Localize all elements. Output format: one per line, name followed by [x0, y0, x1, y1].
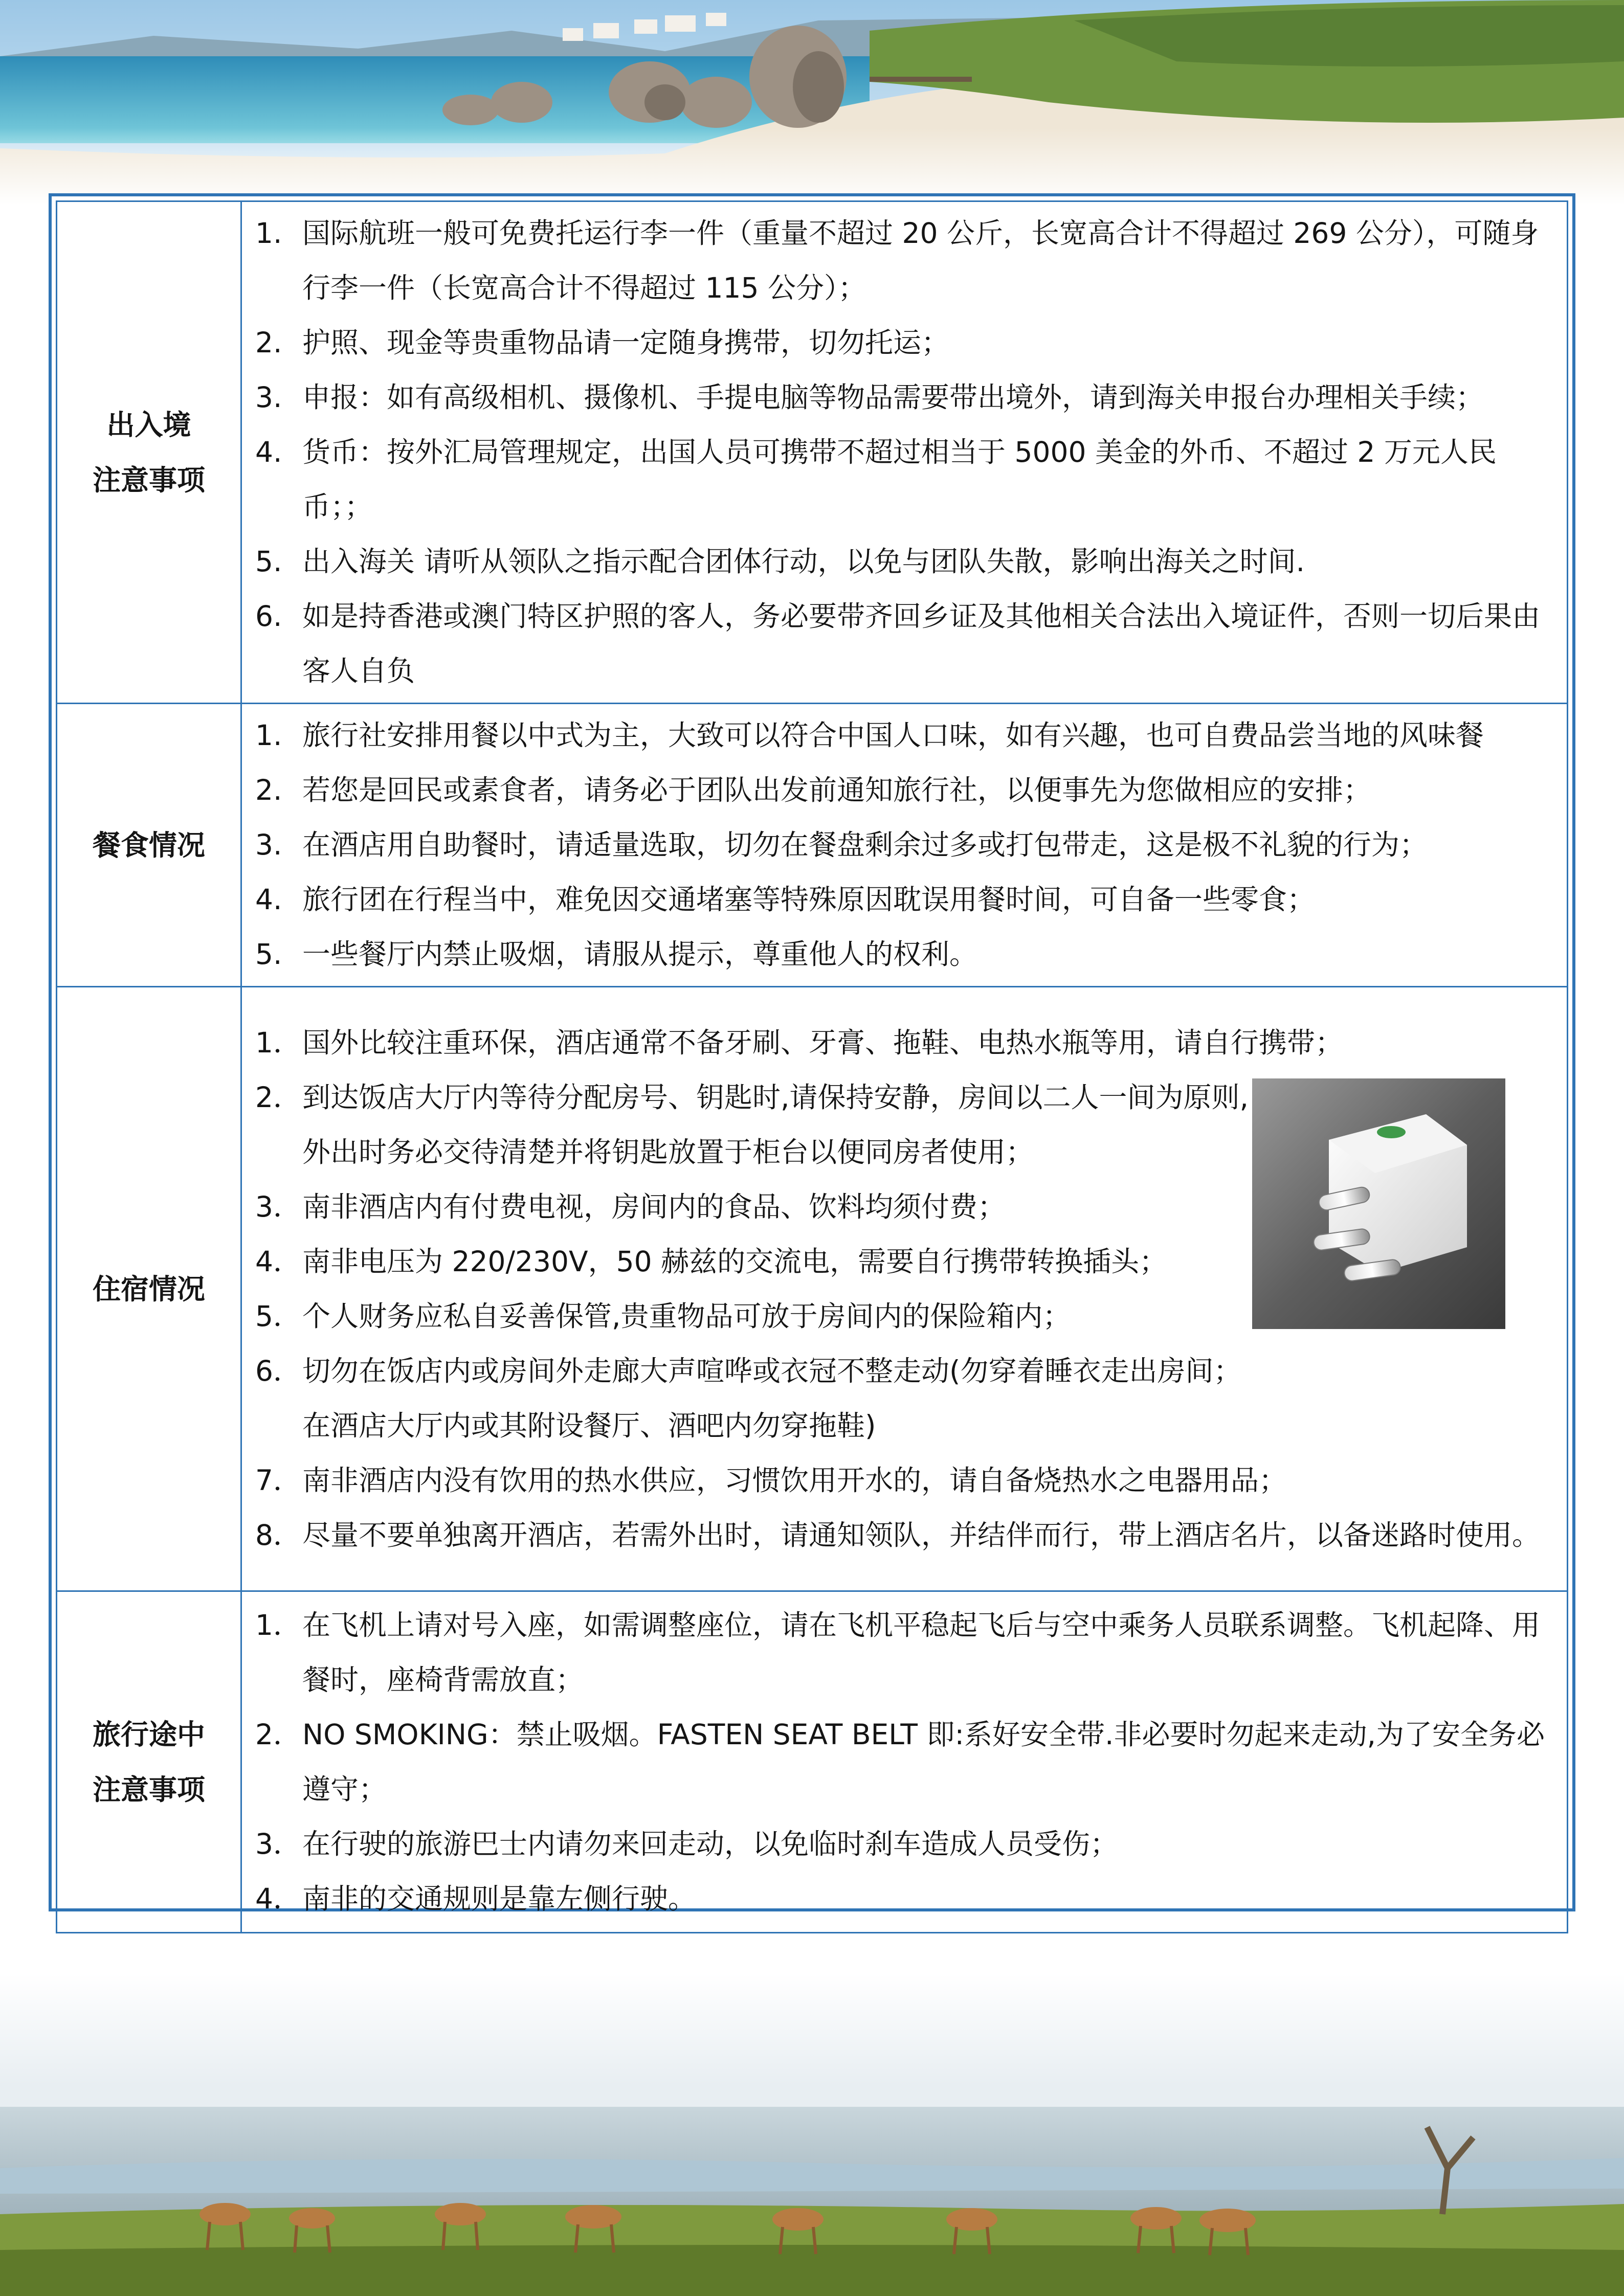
list-item: [255, 370, 1567, 425]
list-item: [255, 1016, 1567, 1070]
list-item: [255, 316, 1567, 370]
section-row-entry-exit: [57, 201, 1568, 704]
list-item: [255, 1598, 1567, 1707]
item-text: 旅行社安排用餐以中式为主，大致可以符合中国人口味，如有兴趣，也可自费品尝当地的风味餐: [302, 719, 1484, 752]
list-item: [255, 589, 1567, 699]
item-text: 在酒店用自助餐时，请适量选取，切勿在餐盘剩余过多或打包带走，这是极不礼貌的行为；: [302, 828, 1428, 861]
item-text: 如是持香港或澳门特区护照的客人，务必要带齐回乡证及其他相关合法出入境证件，否则一切后果由客人自负: [302, 600, 1541, 687]
power-plug-adapter-icon: [1252, 1078, 1505, 1329]
item-number: 7．: [255, 1464, 301, 1497]
list-item: [255, 872, 1567, 927]
item-text: 南非酒店内有付费电视，房间内的食品、饮料均须付费；: [302, 1190, 1006, 1223]
item-text: 南非电压为 220/230V，50 赫兹的交流电，需要自行携带转换插头；: [302, 1245, 1168, 1278]
notes-list: [255, 206, 1567, 699]
list-item: [255, 1872, 1567, 1926]
category-label-line: 注意事项: [92, 463, 205, 497]
item-text: 申报：如有高级相机、摄像机、手提电脑等物品需要带出境外，请到海关申报台办理相关手续；: [302, 381, 1484, 414]
item-text: 到达饭店大厅内等待分配房号、钥匙时,请保持安静，房间以二人一间为原则,外出时务必交待清楚并将钥匙放置于柜台以便同房者使用；: [302, 1081, 1249, 1168]
list-item: [255, 1344, 1567, 1453]
item-text: 若您是回民或素食者，请务必于团队出发前通知旅行社，以便事先为您做相应的安排；: [302, 774, 1372, 806]
category-cell: [57, 201, 241, 704]
item-text: NO SMOKING：禁止吸烟。FASTEN SEAT BELT 即:系好安全带.非必要时勿起来走动,为了安全务必遵守；: [302, 1718, 1545, 1806]
list-item: [255, 763, 1567, 818]
item-number: 4．: [255, 1882, 301, 1915]
item-number: 3.: [255, 828, 282, 861]
list-item: [255, 708, 1567, 763]
item-text: 在行驶的旅游巴士内请勿来回走动，以免临时刹车造成人员受伤；: [302, 1827, 1119, 1860]
item-number: 2.: [255, 774, 282, 806]
travel-notes-table: [56, 200, 1568, 1933]
item-text: 国际航班一般可免费托运行李一件（重量不超过 20 公斤，长宽高合计不得超过 269 公分），可随身行李一件（长宽高合计不得超过 115 公分）；: [302, 217, 1539, 304]
savanna-antelope-photo-icon: [0, 1974, 1624, 2296]
beach-coast-photo-icon: [0, 0, 1624, 205]
items-cell: [241, 1591, 1568, 1933]
item-number: 1．: [255, 1608, 301, 1641]
item-number: 4.: [255, 436, 282, 468]
item-text: 在飞机上请对号入座，如需调整座位，请在飞机平稳起飞后与空中乘务人员联系调整。飞机起降、用餐时，座椅背需放直；: [302, 1608, 1541, 1696]
item-text: 一些餐厅内禁止吸烟，请服从提示，尊重他人的权利。: [302, 938, 978, 971]
category-label-line: 餐食情况: [92, 828, 205, 862]
category-label-line: 住宿情况: [92, 1272, 205, 1305]
category-cell: [57, 1591, 241, 1933]
list-item: [255, 1453, 1567, 1508]
item-text: 货币：按外汇局管理规定，出国人员可携带不超过相当于 5000 美金的外币、不超过 2 万元人民币；；: [302, 436, 1497, 523]
category-label-line: 注意事项: [92, 1773, 205, 1806]
item-number: 4.: [255, 883, 282, 916]
items-cell: [241, 704, 1568, 987]
item-number: 2．: [255, 1718, 301, 1751]
list-item: [255, 534, 1567, 589]
section-row-meals: [57, 704, 1568, 987]
item-number: 5.: [255, 938, 282, 971]
item-number: 1.: [255, 719, 282, 752]
list-item: [255, 1508, 1567, 1563]
item-number: 4．: [255, 1245, 301, 1278]
section-row-accommodation: [57, 987, 1568, 1591]
beach-banner: [0, 0, 1624, 205]
item-number: 6．: [255, 1354, 301, 1387]
list-item: [255, 206, 1567, 316]
item-number: 1.: [255, 217, 282, 250]
item-number: 5．: [255, 1299, 301, 1333]
item-text: 出入海关 请听从领队之指示配合团体行动，以免与团队失散，影响出海关之时间.: [302, 545, 1305, 578]
item-number: 5.: [255, 545, 282, 578]
items-cell: [241, 201, 1568, 704]
list-item: [255, 1707, 1567, 1817]
item-number: 2．: [255, 1081, 301, 1114]
item-text: 南非的交通规则是靠左侧行驶。: [302, 1882, 697, 1915]
notes-table-frame: [49, 193, 1575, 1915]
list-item: [255, 1817, 1567, 1872]
item-number: 1．: [255, 1026, 301, 1059]
item-text: 个人财务应私自妥善保管,贵重物品可放于房间内的保险箱内；: [302, 1299, 1071, 1333]
item-text: 切勿在饭店内或房间外走廊大声喧哗或衣冠不整走动(勿穿着睡衣走出房间；在酒店大厅内或其附设餐厅、酒吧内勿穿拖鞋): [302, 1354, 1242, 1442]
notes-list: [255, 1598, 1567, 1926]
savanna-banner: [0, 1974, 1624, 2296]
item-number: 8．: [255, 1518, 301, 1551]
item-number: 3．: [255, 1190, 301, 1223]
items-cell: [241, 987, 1568, 1591]
item-text: 南非酒店内没有饮用的热水供应，习惯饮用开水的，请自备烧热水之电器用品；: [302, 1464, 1287, 1497]
category-label-line: 旅行途中: [92, 1718, 205, 1751]
item-text: 尽量不要单独离开酒店，若需外出时，请通知领队，并结伴而行，带上酒店名片，以备迷路时使用。: [302, 1518, 1541, 1551]
category-cell: [57, 704, 241, 987]
list-item: [255, 818, 1567, 872]
list-item: [255, 927, 1567, 982]
item-text: 旅行团在行程当中，难免因交通堵塞等特殊原因耽误用餐时间，可自备一些零食；: [302, 883, 1316, 916]
item-text: 国外比较注重环保，酒店通常不备牙刷、牙膏、拖鞋、电热水瓶等用，请自行携带；: [302, 1026, 1344, 1059]
section-row-during-travel: [57, 1591, 1568, 1933]
item-number: 3.: [255, 381, 282, 414]
item-number: 2.: [255, 326, 282, 359]
category-cell: [57, 987, 241, 1591]
item-text: 护照、现金等贵重物品请一定随身携带，切勿托运；: [302, 326, 950, 359]
item-number: 6.: [255, 600, 282, 633]
notes-list: [255, 708, 1567, 982]
category-label-line: 出入境: [106, 408, 191, 441]
item-number: 3．: [255, 1827, 301, 1860]
list-item: [255, 425, 1567, 534]
